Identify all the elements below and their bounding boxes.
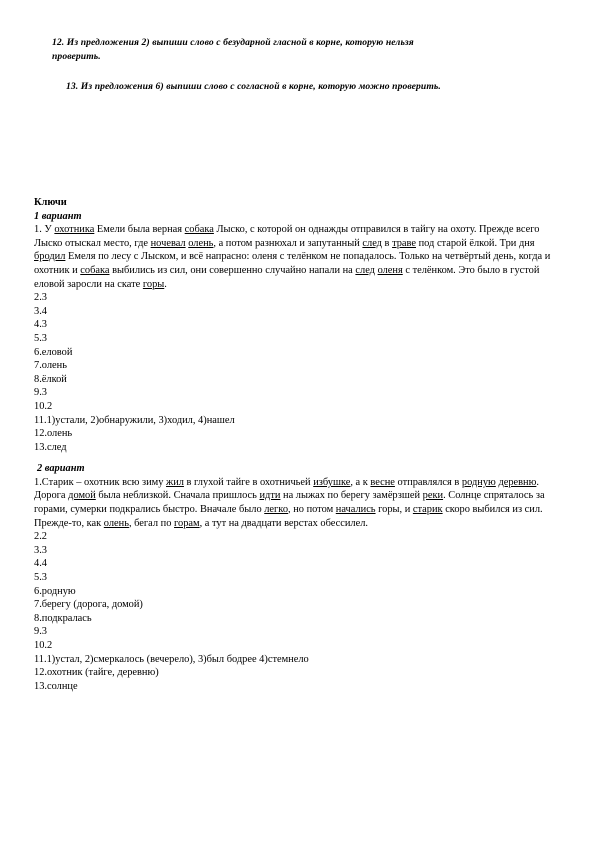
answer-line: 13.солнце: [34, 680, 78, 692]
underlined-word: родную: [461, 476, 496, 488]
answer-line: 11.1)устал, 2)смеркалось (вечерело), 3)был бодрее 4)стемнело: [34, 653, 309, 665]
variant-2-answers: [34, 530, 564, 693]
answer-line: 3.4: [34, 305, 47, 317]
answer-line: 3.3: [34, 544, 47, 556]
variant-2-text: [34, 476, 564, 530]
text-fragment: 1.Старик – охотник всю зиму: [34, 476, 167, 488]
underlined-word: след: [362, 237, 382, 249]
underlined-word: идти: [259, 490, 281, 502]
underlined-word: бродил: [34, 251, 66, 263]
underlined-word: охотника: [54, 224, 95, 236]
text-fragment: на лыжах по берегу замёрзшей: [280, 490, 423, 502]
underlined-word: деревню: [498, 476, 537, 488]
text-fragment: , а к: [350, 476, 371, 488]
text-fragment: отправлялся в: [394, 476, 462, 488]
text-fragment: , бегал по: [128, 517, 175, 529]
text-fragment: была неблизкой. Сначала пришлось: [95, 490, 260, 502]
answer-line: 11.1)устали, 2)обнаружили, 3)ходил, 4)нашел: [34, 414, 235, 426]
answer-line: 7.олень: [34, 360, 67, 372]
variant-1-answers: [34, 291, 564, 454]
answer-line: 12.олень: [34, 428, 73, 440]
answer-line: 5.3: [34, 572, 47, 584]
text-fragment: под старой ёлкой. Три дня: [416, 237, 535, 249]
underlined-word: ночевал: [150, 237, 186, 249]
text-fragment: в: [381, 237, 393, 249]
variant-1-text: [34, 223, 564, 291]
text-fragment: горы, и: [375, 504, 413, 516]
variant-2-title: 2 вариант: [37, 463, 85, 475]
answer-line: 8.ёлкой: [34, 373, 67, 385]
underlined-word: олень: [188, 237, 214, 249]
text-fragment: в глухой тайге в охотничьей: [183, 476, 314, 488]
underlined-word: домой: [68, 490, 96, 502]
answer-line: 9.3: [34, 387, 47, 399]
text-fragment: . Дорога: [34, 476, 539, 502]
text-fragment: , а тут на двадцати верстах обессилел.: [199, 517, 368, 529]
text-fragment: 1. У: [34, 224, 55, 236]
text-fragment: . Солнце спряталось за горами, сумерки подкрались быстро. Вначале было: [34, 490, 545, 516]
task-13: [66, 80, 566, 94]
answer-line: 9.3: [34, 626, 47, 638]
answer-line: 2.3: [34, 292, 47, 304]
underlined-word: собака: [184, 224, 214, 236]
task-13-line-1: 13. Из предложения 6) выпиши слово с согласной в корне, которую можно проверить.: [66, 81, 441, 92]
underlined-word: реки: [422, 490, 444, 502]
answer-line: 4.4: [34, 558, 47, 570]
underlined-word: оленя: [377, 264, 403, 276]
underlined-word: горам: [174, 517, 200, 529]
underlined-word: олень: [103, 517, 129, 529]
answer-line: 13.след: [34, 441, 67, 453]
answer-line: 12.охотник (тайге, деревню): [34, 667, 159, 679]
answer-line: 8.подкралась: [34, 612, 92, 624]
underlined-word: избушке: [313, 476, 351, 488]
underlined-word: жил: [166, 476, 184, 488]
text-fragment: выбились из сил, они совершенно случайно напали на: [109, 264, 356, 276]
answer-line: 5.3: [34, 332, 47, 344]
task-12-line-1: 12. Из предложения 2) выпиши слово с безударной гласной в корне, которую нельзя: [52, 37, 414, 48]
task-12: [52, 36, 552, 64]
variant-1-title: 1 вариант: [34, 210, 82, 222]
underlined-word: след: [355, 264, 375, 276]
text-fragment: , а потом разнюхал и запутанный: [213, 237, 363, 249]
answer-keys: [34, 196, 564, 693]
underlined-word: старик: [412, 504, 443, 516]
underlined-word: траве: [392, 237, 416, 249]
answer-line: 6.еловой: [34, 346, 73, 358]
task-12-line-2: проверить.: [52, 51, 101, 62]
text-fragment: с телёнком. Это было в густой еловой заросли на скате: [34, 264, 540, 290]
answer-line: 7.берегу (дорога, домой): [34, 599, 143, 611]
underlined-word: легко: [264, 504, 289, 516]
text-fragment: Емели была верная: [94, 224, 185, 236]
underlined-word: начались: [335, 504, 376, 516]
text-fragment: , но потом: [288, 504, 336, 516]
answer-line: 10.2: [34, 640, 53, 651]
underlined-word: горы: [142, 278, 165, 290]
underlined-word: весне: [370, 476, 395, 488]
answer-line: 4.3: [34, 319, 47, 331]
underlined-word: собака: [80, 264, 110, 276]
text-fragment: .: [164, 278, 167, 290]
answer-line: 6.родную: [34, 585, 76, 597]
answer-line: 10.2: [34, 400, 53, 412]
text-fragment: Емеля по лесу с Лыском, и всё напрасно: оленя с телёнком не попадалось. Только на четвёртый день, когда и охотник и: [34, 251, 551, 276]
text-fragment: скоро выбился из сил. Прежде-то, как: [34, 504, 543, 529]
keys-title: Ключи: [34, 197, 67, 208]
text-fragment: Лыско, с которой он однажды отправился в тайгу на охоту. Прежде всего Лыско отыскал место, где: [34, 224, 540, 249]
answer-line: 2.2: [34, 531, 47, 543]
